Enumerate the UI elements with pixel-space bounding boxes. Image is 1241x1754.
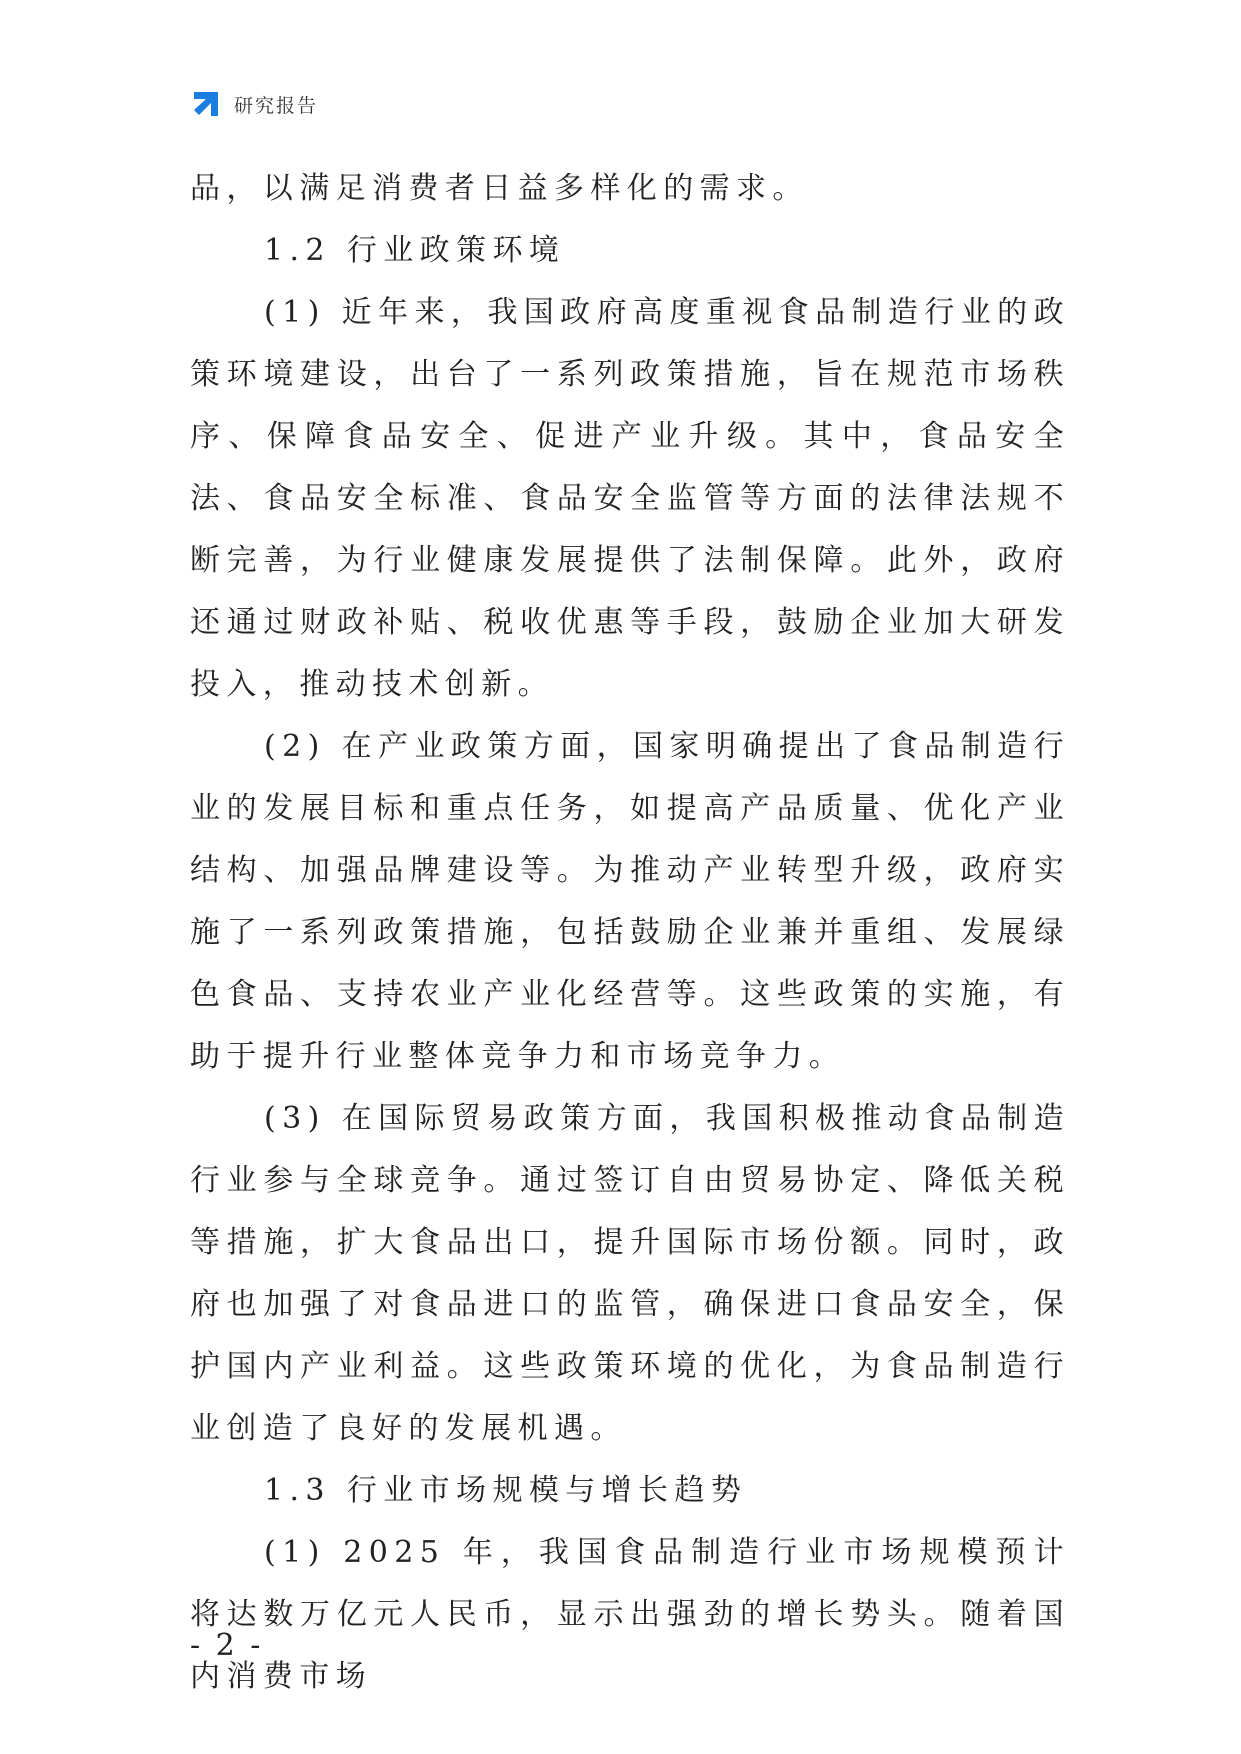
header-title: 研究报告 [234, 94, 319, 117]
paragraph-policy-3: (3) 在国际贸易政策方面，我国积极推动食品制造行业参与全球竞争。通过签订自由贸易协定、降低关税等措施，扩大食品出口，提升国际市场份额。同时，政府也加强了对食品进口的监管，确保进口食品安全，保护国内产业利益。这些政策环境的优化，为食品制造行业创造了良好的发展机遇。 [190, 1101, 1070, 1446]
document-body [190, 158, 1070, 1708]
paragraph-market-1: (1) 2025 年，我国食品制造行业市场规模预计将达数万亿元人民币，显示出强劲的增长势头。随着国内消费市场 [190, 1535, 1070, 1694]
paragraph-policy-1: (1) 近年来，我国政府高度重视食品制造行业的政策环境建设，出台了一系列政策措施，旨在规范市场秩序、保障食品安全、促进产业升级。其中，食品安全法、食品安全标准、食品安全监管等方面的法律法规不断完善，为行业健康发展提供了法制保障。此外，政府还通过财政补贴、税收优惠等手段，鼓励企业加大研发投入，推动技术创新。 [190, 295, 1070, 702]
diagonal-arrow-logo-icon [190, 88, 222, 120]
paragraph-policy-2: (2) 在产业政策方面，国家明确提出了食品制造行业的发展目标和重点任务，如提高产品质量、优化产业结构、加强品牌建设等。为推动产业转型升级，政府实施了一系列政策措施，包括鼓励企业兼并重组、发展绿色食品、支持农业产业化经营等。这些政策的实施，有助于提升行业整体竞争力和市场竞争力。 [190, 729, 1070, 1074]
report-header [190, 88, 318, 120]
paragraph-continued: 品，以满足消费者日益多样化的需求。 [190, 171, 809, 206]
page-number: - 2 - [190, 1628, 264, 1663]
section-heading-1-3: 1.3 行业市场规模与增长趋势 [264, 1473, 748, 1508]
section-heading-1-2: 1.2 行业政策环境 [264, 233, 566, 268]
